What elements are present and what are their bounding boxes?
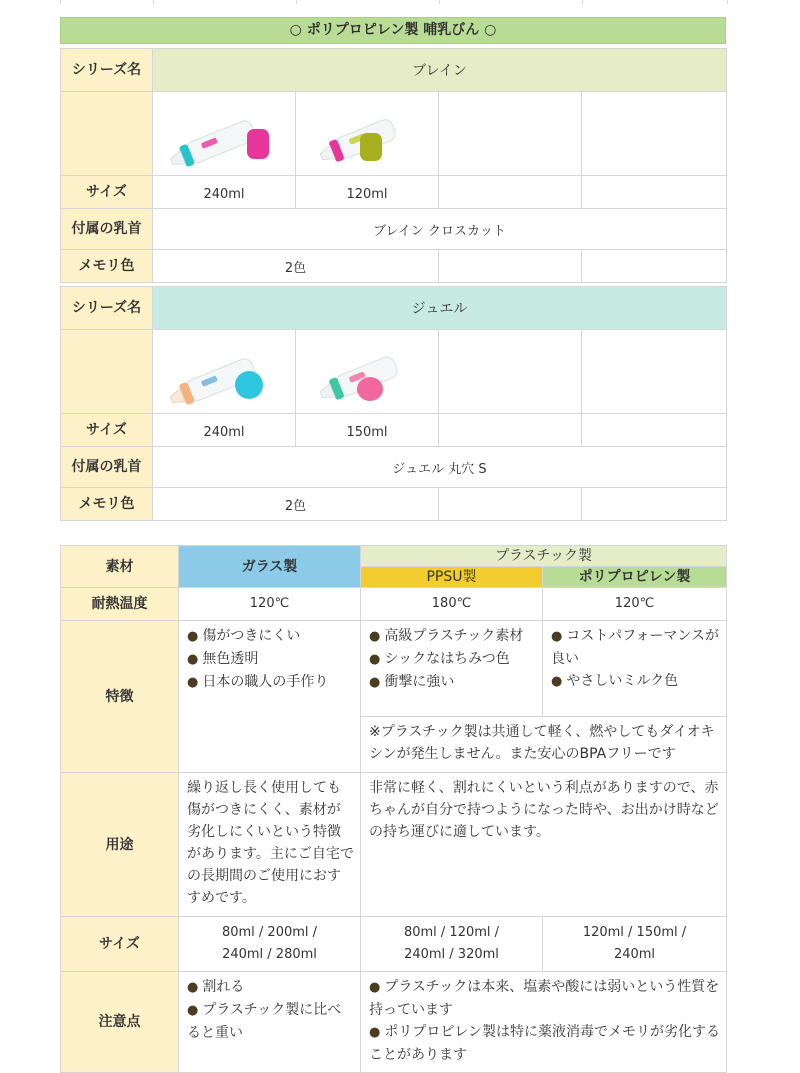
empty-cell xyxy=(582,414,727,447)
nipple-value: ジュエル 丸穴 S xyxy=(153,447,727,488)
heat-label: 耐熱温度 xyxy=(61,588,179,621)
empty-cell xyxy=(439,488,582,521)
bottle-image-150ml xyxy=(312,337,422,407)
bottle-image xyxy=(153,330,296,414)
empty-cell xyxy=(582,92,727,176)
image-label xyxy=(61,330,153,414)
usage-plastic xyxy=(361,773,727,917)
series-name: ジュエル xyxy=(153,287,727,330)
empty-cell xyxy=(439,414,582,447)
size-value: 120ml xyxy=(296,176,439,209)
series-table-jewel xyxy=(60,286,727,521)
usage-glass-text: 繰り返し長く使用しても傷がつきにくく、素材が劣化しにくいという特徴があります。主にご自宅での長期間のご使用におすすめです。 xyxy=(187,780,354,906)
series-label: シリーズ名 xyxy=(61,49,153,92)
heat-glass: 120℃ xyxy=(179,588,361,621)
size-label: サイズ xyxy=(61,414,153,447)
size-value: 150ml xyxy=(296,414,439,447)
list-item: ● プラスチックは本来、塩素や酸には弱いという性質を持っています xyxy=(369,976,720,1021)
image-label xyxy=(61,92,153,176)
heat-pp: 120℃ xyxy=(543,588,727,621)
usage-plastic-text: 非常に軽く、割れにくいという利点がありますので、赤ちゃんが自分で持つようになった時や、お出かけ時などの持ち運びに適しています。 xyxy=(369,780,719,840)
memory-value: 2色 xyxy=(153,488,439,521)
section-title: ○ ポリプロピレン製 哺乳びん ○ xyxy=(60,17,726,44)
list-item: ● 衝撃に強い xyxy=(369,671,536,694)
plastic-note-text: ※プラスチック製は共通して軽く、燃やしてもダイオキシンが発生しません。また安心のBPAフリーです xyxy=(369,724,715,762)
list-item: ● 傷がつきにくい xyxy=(187,625,354,648)
material-header: 素材 xyxy=(61,546,179,588)
heat-ppsu: 180℃ xyxy=(361,588,543,621)
size-value: 240ml xyxy=(153,176,296,209)
bottle-image-240ml xyxy=(169,99,279,169)
plastic-note xyxy=(361,717,727,773)
list-item: ● 無色透明 xyxy=(187,648,354,671)
plastic-header: プラスチック製 xyxy=(361,546,727,567)
bottle-image-120ml xyxy=(312,99,422,169)
pp-header: ポリプロピレン製 xyxy=(543,567,727,588)
list-item: ● シックなはちみつ色 xyxy=(369,648,536,671)
material-comparison-table xyxy=(60,545,727,1073)
features-ppsu xyxy=(361,621,543,717)
sizes-ppsu xyxy=(361,917,543,972)
empty-cell xyxy=(582,176,727,209)
memory-label: メモリ色 xyxy=(61,488,153,521)
memory-value: 2色 xyxy=(153,250,439,283)
list-item: ● やさしいミルク色 xyxy=(551,670,720,693)
empty-cell xyxy=(582,250,727,283)
empty-cell xyxy=(439,92,582,176)
caution-label: 注意点 xyxy=(61,972,179,1073)
empty-cell xyxy=(582,488,727,521)
series-table-brain xyxy=(60,48,727,283)
nipple-value: ブレイン クロスカット xyxy=(153,209,727,250)
memory-label: メモリ色 xyxy=(61,250,153,283)
empty-cell xyxy=(582,330,727,414)
list-item: ● 高級プラスチック素材 xyxy=(369,625,536,648)
ppsu-header: PPSU製 xyxy=(361,567,543,588)
bottle-image xyxy=(296,92,439,176)
features-pp xyxy=(543,621,727,717)
sizes-pp xyxy=(543,917,727,972)
bottle-image-240ml xyxy=(169,337,279,407)
caution-plastic xyxy=(361,972,727,1073)
empty-cell xyxy=(439,176,582,209)
list-item: ● ポリプロピレン製は特に薬液消毒でメモリが劣化することがあります xyxy=(369,1021,720,1066)
list-item: ● 日本の職人の手作り xyxy=(187,671,354,694)
bottle-image xyxy=(153,92,296,176)
sizes-label: サイズ xyxy=(61,917,179,972)
series-label: シリーズ名 xyxy=(61,287,153,330)
sizes-pp-text: 120ml / 150ml / 240ml xyxy=(582,925,687,962)
previous-table-edge xyxy=(60,0,728,4)
nipple-label: 付属の乳首 xyxy=(61,447,153,488)
features-label: 特徴 xyxy=(61,621,179,773)
bottle-image xyxy=(296,330,439,414)
series-name: ブレイン xyxy=(153,49,727,92)
list-item: ● 割れる xyxy=(187,976,354,999)
sizes-glass xyxy=(179,917,361,972)
glass-header: ガラス製 xyxy=(179,546,361,588)
features-glass xyxy=(179,621,361,773)
caution-glass xyxy=(179,972,361,1073)
size-value: 240ml xyxy=(153,414,296,447)
nipple-label: 付属の乳首 xyxy=(61,209,153,250)
usage-glass xyxy=(179,773,361,917)
sizes-glass-text: 80ml / 200ml / 240ml / 280ml xyxy=(221,925,318,962)
size-label: サイズ xyxy=(61,176,153,209)
empty-cell xyxy=(439,250,582,283)
empty-cell xyxy=(439,330,582,414)
sizes-ppsu-text: 80ml / 120ml / 240ml / 320ml xyxy=(403,925,500,962)
usage-label: 用途 xyxy=(61,773,179,917)
list-item: ● コストパフォーマンスが良い xyxy=(551,625,720,670)
list-item: ● プラスチック製に比べると重い xyxy=(187,999,354,1044)
